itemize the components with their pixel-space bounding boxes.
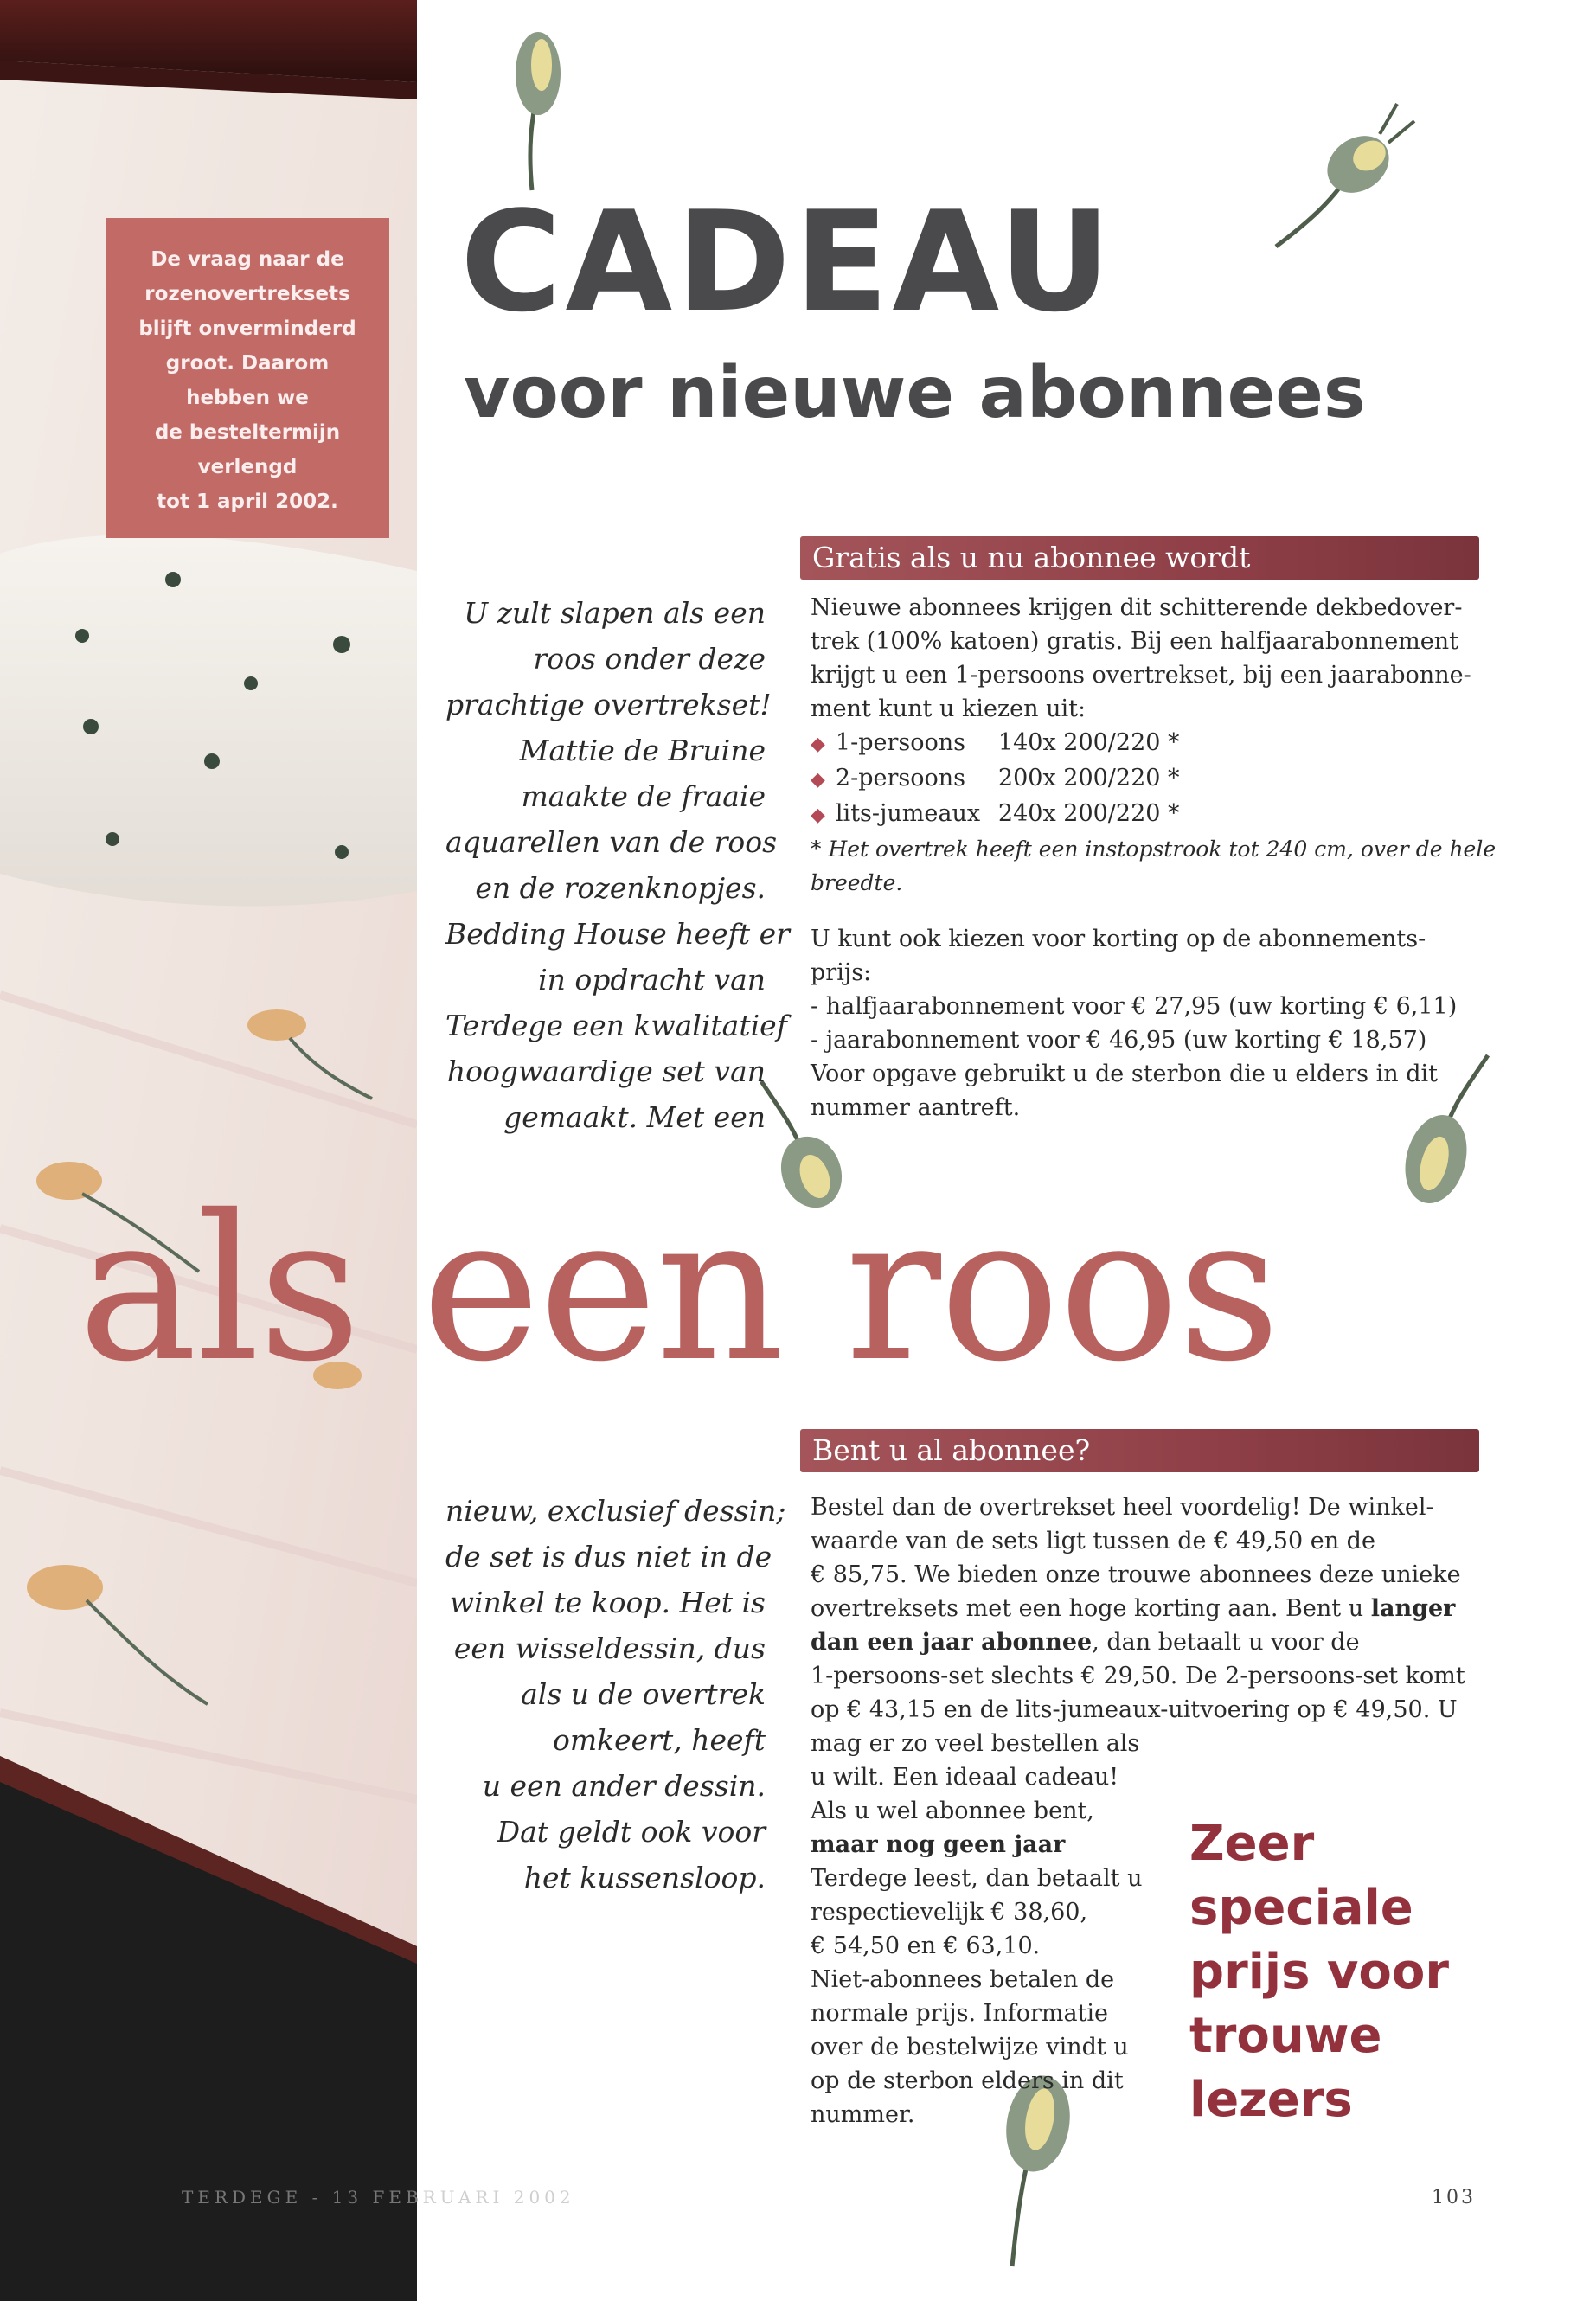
intro-line: u een ander dessin. — [482, 1769, 766, 1803]
body-line: Als u wel abonnee bent, — [811, 1798, 1094, 1824]
body-line: waarde van de sets ligt tussen de € 49,50 en de — [811, 1528, 1375, 1554]
footnote-line: breedte. — [811, 870, 903, 895]
intro-line: winkel te koop. Het is — [449, 1586, 766, 1619]
intro-line: aquarellen van de roos — [445, 825, 778, 859]
intro-line: U zult slapen als een — [464, 596, 766, 630]
notice-line: hebben we — [186, 387, 309, 409]
intro-line: het kussensloop. — [523, 1861, 766, 1894]
intro-line: Bedding House heeft er — [445, 917, 790, 951]
footer-text: RUARI 2002 — [422, 2187, 575, 2208]
intro-line: gemaakt. Met een — [503, 1100, 766, 1134]
intro-line: hoogwaardige set van — [446, 1054, 766, 1088]
body-line: nummer. — [811, 2101, 915, 2128]
callout-line: trouwe — [1189, 2008, 1382, 2064]
body-line — [811, 1625, 1485, 1659]
discount-line: U kunt ook kiezen voor korting op de abonnements- — [811, 926, 1426, 952]
callout-line: Zeer — [1189, 1816, 1315, 1872]
page-subtitle: voor nieuwe abonnees — [464, 352, 1366, 434]
discount-line: prijs: — [811, 959, 872, 986]
body-line: u wilt. Een ideaal cadeau! — [811, 1764, 1119, 1791]
size-option-name: 2-persoons — [835, 765, 966, 792]
notice-line: verlengd — [197, 456, 298, 478]
intro-line: maakte de fraaie — [521, 779, 766, 813]
bold-text: maar nog geen jaar — [811, 1831, 1066, 1858]
discount-line: nummer aantreft. — [811, 1094, 1021, 1121]
callout-line: speciale — [1189, 1880, 1413, 1936]
size-option — [811, 761, 1485, 797]
notice-line: blijft onverminderd — [138, 317, 356, 340]
intro-line: een wisseldessin, dus — [453, 1631, 766, 1665]
rosebud-illustration-right — [1259, 91, 1423, 255]
discount-line: - jaarabonnement voor € 46,95 (uw korting € 18,57) — [811, 1027, 1427, 1054]
footer-text: TERDEGE - 13 FEB — [182, 2187, 423, 2208]
intro-paragraph — [445, 590, 790, 1140]
rosebud-illustration-top — [484, 17, 580, 199]
body-line: op de sterbon elders in dit — [811, 2067, 1124, 2094]
size-option-dimensions: 200x 200/220 * — [997, 765, 1180, 792]
body-line: € 85,75. We bieden onze trouwe abonnees deze unieke — [811, 1561, 1461, 1588]
notice-line: tot 1 april 2002. — [157, 490, 338, 513]
intro-line: nieuw, exclusief dessin; — [445, 1494, 786, 1528]
intro-line: Terdege een kwalitatief — [445, 1009, 787, 1042]
notice-box — [106, 218, 389, 538]
diamond-bullet-icon: ◆ — [811, 734, 825, 755]
body-line: Niet-abonnees betalen de — [811, 1966, 1115, 1993]
notice-line: groot. Daarom — [165, 352, 330, 375]
footer-publication-date — [182, 2187, 575, 2208]
body-line: ment kunt u kiezen uit: — [811, 695, 1086, 722]
body-line: Bestel dan de overtrekset heel voordelig! De winkel- — [811, 1494, 1434, 1521]
bold-text: langer — [1370, 1595, 1456, 1622]
body-text: overtreksets met een hoge korting aan. Bent u — [811, 1595, 1364, 1622]
footnote-line: * Het overtrek heeft een instopstrook tot 240 cm, over de hele — [811, 836, 1497, 862]
body-text: , dan betaalt u voor de — [1092, 1629, 1360, 1656]
diamond-bullet-icon: ◆ — [811, 804, 825, 826]
paragraph-gap — [811, 900, 1485, 922]
intro-line: prachtige overtrekset! — [445, 688, 772, 721]
body-line: over de bestelwijze vindt u — [811, 2034, 1129, 2061]
body-line: Terdege leest, dan betaalt u — [811, 1865, 1143, 1892]
body-line: krijgt u een 1-persoons overtrekset, bij een jaarabonne- — [811, 662, 1471, 689]
body-line: normale prijs. Informatie — [811, 2000, 1109, 2027]
page-title: CADEAU — [460, 181, 1115, 343]
special-price-callout — [1189, 1812, 1449, 2132]
size-option-dimensions: 140x 200/220 * — [997, 729, 1180, 756]
intro-line: en de rozenknopjes. — [475, 871, 766, 905]
intro-paragraph-continued — [445, 1488, 786, 1900]
body-line: respectievelijk € 38,60, — [811, 1899, 1088, 1926]
body-line: op € 43,15 en de lits-jumeaux-uitvoering op € 49,50. U — [811, 1696, 1458, 1723]
offer-body-text — [811, 591, 1497, 1125]
body-line: Nieuwe abonnees krijgen dit schitterende dekbedover- — [811, 594, 1463, 621]
size-option-dimensions: 240x 200/220 * — [997, 800, 1180, 827]
intro-line: de set is dus niet in de — [445, 1540, 772, 1574]
body-line: 1-persoons-set slechts € 29,50. De 2-persoons-set komt — [811, 1663, 1465, 1689]
size-option-name: lits-jumeaux — [835, 800, 981, 827]
intro-line: Mattie de Bruine — [519, 734, 766, 767]
body-line: trek (100% katoen) gratis. Bij een halfjaarabonnement — [811, 628, 1458, 655]
intro-line: omkeert, heeft — [552, 1723, 766, 1757]
intro-line: roos onder deze — [533, 642, 766, 676]
size-option — [811, 726, 1485, 761]
callout-line: prijs voor — [1189, 1944, 1449, 2000]
body-line: mag er zo veel bestellen als — [811, 1730, 1140, 1757]
intro-line: in opdracht van — [538, 963, 766, 997]
discount-line: Voor opgave gebruikt u de sterbon die u elders in dit — [811, 1061, 1438, 1087]
page-number: 103 — [1432, 2187, 1476, 2208]
diamond-bullet-icon: ◆ — [811, 769, 825, 791]
discount-line: - halfjaarabonnement voor € 27,95 (uw korting € 6,11) — [811, 993, 1458, 1020]
intro-line: Dat geldt ook voor — [497, 1815, 766, 1849]
section-heading-bar: Bent u al abonnee? — [800, 1429, 1479, 1472]
body-line: € 54,50 en € 63,10. — [811, 1932, 1041, 1959]
headline-als-een-roos: als een roos — [78, 1172, 1279, 1406]
notice-line: de besteltermijn — [154, 421, 341, 444]
notice-line: rozenovertreksets — [144, 283, 350, 305]
intro-line: als u de overtrek — [521, 1677, 766, 1711]
notice-line: De vraag naar de — [151, 248, 344, 271]
section-heading-bar: Gratis als u nu abonnee wordt — [800, 536, 1479, 580]
size-option-name: 1-persoons — [835, 729, 966, 756]
bold-text: dan een jaar abonnee — [811, 1629, 1093, 1656]
callout-line: lezers — [1189, 2072, 1353, 2128]
size-option — [811, 797, 1485, 832]
body-line — [811, 1592, 1485, 1625]
